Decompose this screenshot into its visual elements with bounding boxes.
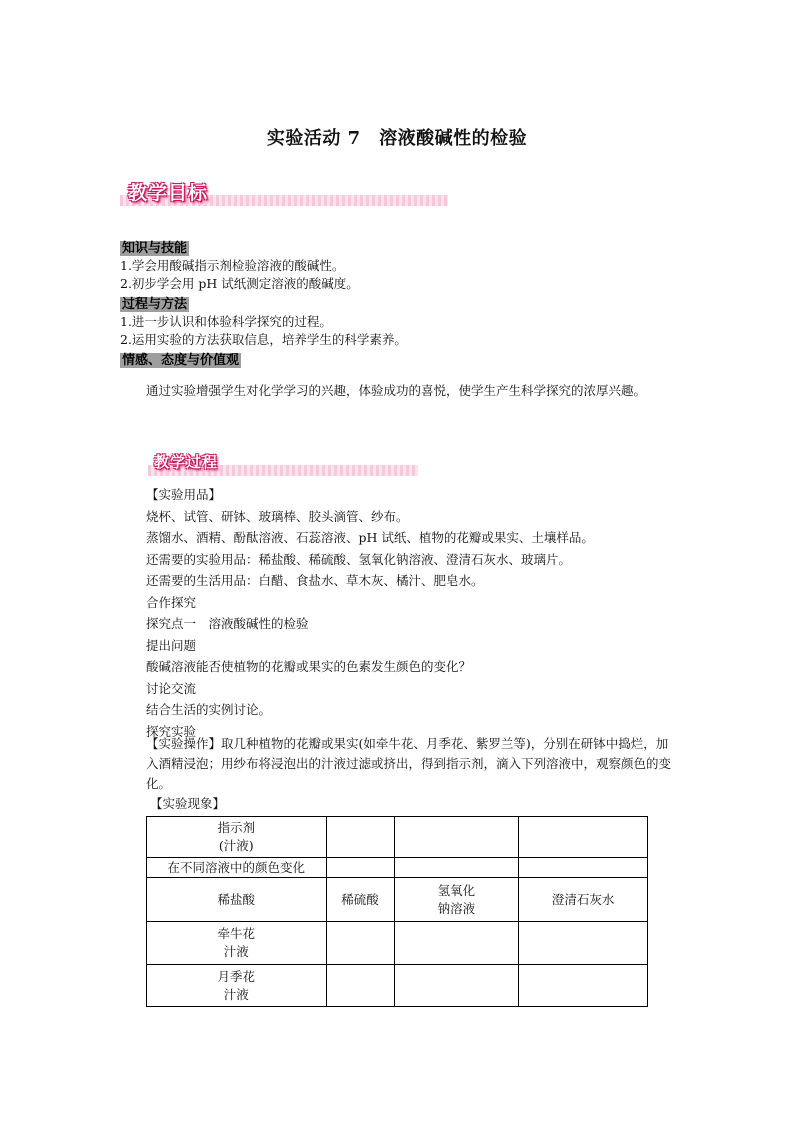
heading-knowledge bbox=[120, 237, 407, 257]
phenomenon-heading: 【实验现象】 bbox=[150, 796, 226, 811]
cell-text: (汁液) bbox=[218, 838, 254, 853]
process-lines bbox=[146, 484, 594, 742]
process-line: 酸碱溶液能否使植物的花瓣或果实的色素发生颜色的变化？ bbox=[146, 659, 472, 674]
process-line: 探究实验 bbox=[146, 723, 197, 739]
objectives-block bbox=[120, 237, 407, 369]
emotion-paragraph: 通过实验增强学生对化学学习的兴趣，体验成功的喜悦，使学生产生科学探究的浓厚兴趣。 bbox=[146, 383, 647, 398]
operation-paragraph: 【实验操作】取几种植物的花瓣或果实(如牵牛花、月季花、紫罗兰等)，分别在研钵中捣烂，加入酒精浸泡；用纱布将浸泡出的汁液过滤或挤出，得到指示剂，滴入下列溶液中，观察颜色的变化。 bbox=[146, 736, 672, 791]
table-cell-indicator bbox=[147, 817, 327, 858]
process-item-2: 2.运用实验的方法获取信息，培养学生的科学素养。 bbox=[120, 332, 407, 347]
table-cell bbox=[394, 965, 519, 1007]
table-header-cell bbox=[394, 878, 519, 922]
process-line: 合作探究 bbox=[146, 594, 197, 610]
cell-text: 汁液 bbox=[223, 986, 249, 1002]
table-cell bbox=[394, 858, 519, 878]
table-cell-color-change: 在不同溶液中的颜色变化 bbox=[147, 858, 327, 878]
table-row-label bbox=[147, 965, 327, 1007]
heading-emotion bbox=[120, 349, 407, 369]
table-header-cell: 稀硫酸 bbox=[326, 878, 394, 922]
table-row bbox=[147, 817, 648, 858]
results-table bbox=[146, 816, 648, 1007]
banner-label: 教学目标 bbox=[128, 182, 209, 204]
document-title: 实验活动 7 溶液酸碱性的检验 bbox=[266, 128, 528, 149]
process-item-1: 1.进一步认识和体验科学探究的过程。 bbox=[120, 314, 332, 329]
cell-text: 汁液 bbox=[223, 944, 249, 959]
knowledge-item-2: 2.初步学会用 pH 试纸测定溶液的酸碱度。 bbox=[120, 276, 359, 291]
process-line: 提出问题 bbox=[146, 637, 197, 653]
table-cell bbox=[519, 965, 648, 1007]
table-cell bbox=[394, 922, 519, 965]
table-row bbox=[147, 858, 648, 878]
knowledge-item-1: 1.学会用酸碱指示剂检验溶液的酸碱性。 bbox=[120, 258, 345, 273]
table-row bbox=[147, 922, 648, 965]
table-row bbox=[147, 965, 648, 1007]
heading-emotion-label: 情感、态度与价值观 bbox=[122, 353, 240, 368]
table-cell bbox=[519, 922, 648, 965]
banner-label: 教学过程 bbox=[154, 453, 219, 471]
table-cell bbox=[519, 817, 648, 858]
heading-process-label: 过程与方法 bbox=[122, 297, 188, 312]
cell-text: 月季花 bbox=[217, 968, 256, 984]
cell-text: 牵牛花 bbox=[217, 926, 256, 941]
table-row-label bbox=[147, 922, 327, 965]
process-line: 【实验用品】 bbox=[146, 487, 222, 502]
cell-text: 指示剂 bbox=[217, 820, 256, 835]
table-cell bbox=[326, 965, 394, 1007]
cell-text: 钠溶液 bbox=[437, 900, 476, 916]
table-row bbox=[147, 878, 648, 922]
section-banner-objectives bbox=[120, 178, 448, 208]
process-line: 结合生活的实例讨论。 bbox=[146, 702, 272, 717]
table-cell bbox=[326, 817, 394, 858]
table-cell bbox=[519, 858, 648, 878]
process-line: 还需要的生活用品：白醋、食盐水、草木灰、橘汁、肥皂水。 bbox=[146, 573, 484, 588]
cell-text: 氢氧化 bbox=[437, 882, 476, 898]
table-cell bbox=[394, 817, 519, 858]
table-cell bbox=[326, 858, 394, 878]
table-header-cell: 澄清石灰水 bbox=[519, 878, 648, 922]
process-line: 蒸馏水、酒精、酚酞溶液、石蕊溶液、pH 试纸、植物的花瓣或果实、土壤样品。 bbox=[146, 530, 594, 545]
heading-knowledge-label: 知识与技能 bbox=[122, 241, 188, 256]
heading-process bbox=[120, 293, 407, 313]
process-line: 讨论交流 bbox=[146, 680, 197, 696]
process-line: 还需要的实验用品：稀盐酸、稀硫酸、氢氧化钠溶液、澄清石灰水、玻璃片。 bbox=[146, 551, 572, 567]
table-header-cell: 稀盐酸 bbox=[147, 878, 327, 922]
process-line: 烧杯、试管、研钵、玻璃棒、胶头滴管、纱布。 bbox=[146, 508, 409, 524]
section-banner-process bbox=[148, 448, 418, 478]
table-cell bbox=[326, 922, 394, 965]
process-line: 探究点一 溶液酸碱性的检验 bbox=[146, 616, 309, 631]
